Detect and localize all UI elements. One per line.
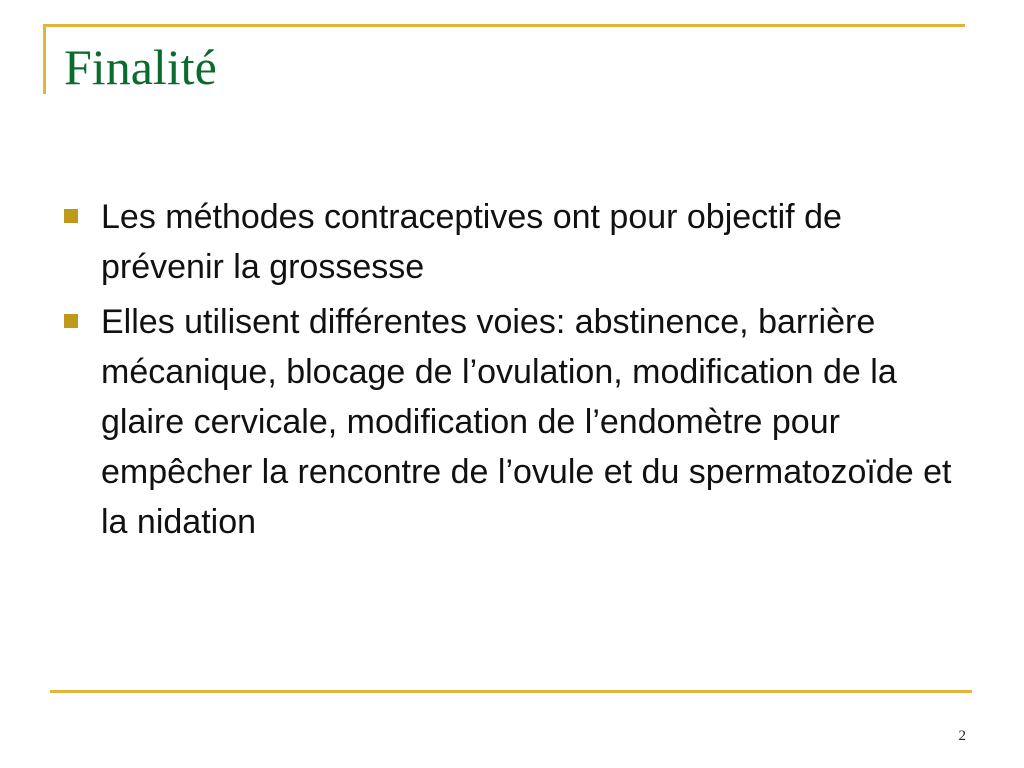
bullet-text: Les méthodes contraceptives ont pour objectif de prévenir la grossesse bbox=[101, 198, 842, 286]
bullet-item bbox=[64, 297, 954, 547]
square-bullet-icon bbox=[64, 209, 78, 223]
top-accent-line bbox=[43, 24, 965, 27]
bullet-text: Elles utilisent différentes voies: abstinence, barrière mécanique, blocage de l’ovulation, modification de la glaire cervicale, modification de l’endomètre pour empêcher la rencontre de l’ovule et du spermatozoïde et la nidation bbox=[101, 303, 952, 541]
bullet-item bbox=[64, 192, 954, 292]
page-number: 2 bbox=[958, 728, 966, 744]
bullet-list bbox=[64, 192, 954, 552]
left-accent-line bbox=[43, 24, 46, 94]
square-bullet-icon bbox=[64, 314, 78, 328]
footer-accent-line bbox=[50, 690, 972, 693]
slide-title: Finalité bbox=[64, 39, 217, 95]
